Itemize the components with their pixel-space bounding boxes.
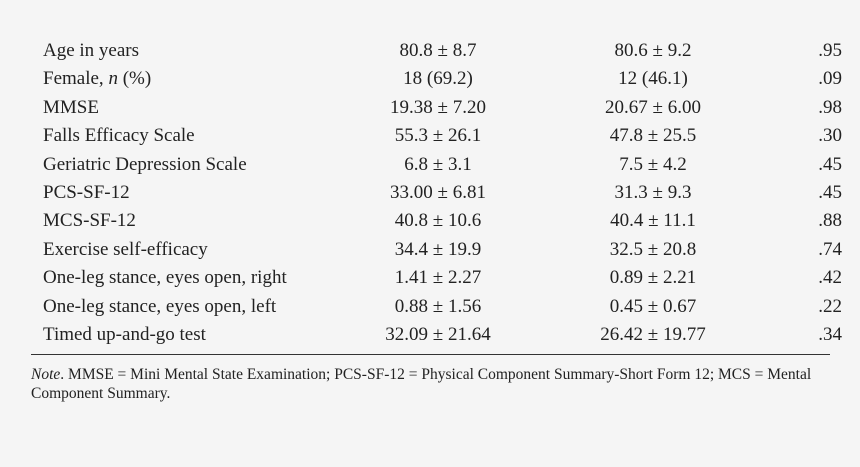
group2-value: 20.67 ± 6.00 [605, 96, 701, 118]
table-row [31, 37, 857, 65]
table-row [31, 151, 857, 179]
table-row [31, 264, 857, 292]
group1-value: 19.38 ± 7.20 [390, 96, 486, 118]
note-label: Note [31, 366, 61, 383]
p-value: .09 [818, 68, 842, 90]
row-label: PCS-SF-12 [43, 182, 130, 204]
group2-value: 31.3 ± 9.3 [614, 182, 692, 204]
p-value: .45 [818, 153, 842, 175]
group1-value: 0.88 ± 1.56 [394, 295, 482, 317]
group2-value: 26.42 ± 19.77 [600, 324, 706, 346]
row-label-suffix: (%) [117, 68, 152, 90]
group2-value: 12 (46.1) [618, 68, 688, 90]
p-value: .22 [818, 295, 842, 317]
group1-value: 34.4 ± 19.9 [394, 238, 482, 260]
p-value: .30 [818, 125, 842, 147]
table-note [31, 365, 830, 403]
row-label-prefix: Female, [43, 68, 109, 90]
group2-value: 40.4 ± 11.1 [610, 210, 696, 232]
table-row [31, 207, 857, 235]
row-label: One-leg stance, eyes open, right [43, 267, 287, 289]
group1-value: 1.41 ± 2.27 [394, 267, 482, 289]
group1-value: 33.00 ± 6.81 [390, 182, 486, 204]
group2-value: 80.6 ± 9.2 [614, 40, 692, 61]
group2-value: 47.8 ± 25.5 [609, 125, 697, 147]
row-label [31, 65, 348, 93]
group1-value: 40.8 ± 10.6 [394, 210, 482, 232]
group1-value: 32.09 ± 21.64 [385, 324, 491, 346]
note-text: . MMSE = Mini Mental State Examination; PCS-SF-12 = Physical Component Summary-Short Form 12; MCS = Mental Component Summary. [31, 366, 812, 402]
table-row [31, 236, 857, 264]
p-value: .45 [818, 182, 842, 204]
table-row [31, 293, 857, 321]
row-label: Exercise self-efficacy [43, 238, 208, 260]
row-label: MCS-SF-12 [43, 210, 136, 232]
table-row [31, 179, 857, 207]
group2-value: 7.5 ± 4.2 [619, 153, 687, 175]
row-label: Age in years [43, 40, 140, 61]
group1-value: 18 (69.2) [403, 68, 473, 90]
row-label: One-leg stance, eyes open, left [43, 295, 277, 317]
table-row [31, 321, 857, 349]
table-row [31, 65, 857, 93]
p-value: .95 [818, 40, 842, 61]
group2-value: 0.45 ± 0.67 [609, 295, 697, 317]
group2-value: 0.89 ± 2.21 [609, 267, 697, 289]
data-table [31, 37, 857, 349]
group2-value: 32.5 ± 20.8 [609, 238, 697, 260]
p-value: .34 [818, 324, 842, 346]
p-value: .88 [818, 210, 842, 232]
row-label-italic: n [108, 68, 118, 90]
row-label: Geriatric Depression Scale [43, 153, 247, 175]
row-label: Timed up-and-go test [43, 324, 206, 346]
row-label: MMSE [43, 96, 99, 118]
table-row [31, 122, 857, 150]
group1-value: 6.8 ± 3.1 [404, 153, 472, 175]
p-value: .98 [818, 96, 842, 118]
group1-value: 55.3 ± 26.1 [394, 125, 482, 147]
table-bottom-rule [31, 354, 830, 355]
group1-value: 80.8 ± 8.7 [399, 40, 477, 61]
p-value: .74 [818, 238, 842, 260]
p-value: .42 [818, 267, 842, 289]
table-row [31, 94, 857, 122]
row-label: Falls Efficacy Scale [43, 125, 195, 147]
